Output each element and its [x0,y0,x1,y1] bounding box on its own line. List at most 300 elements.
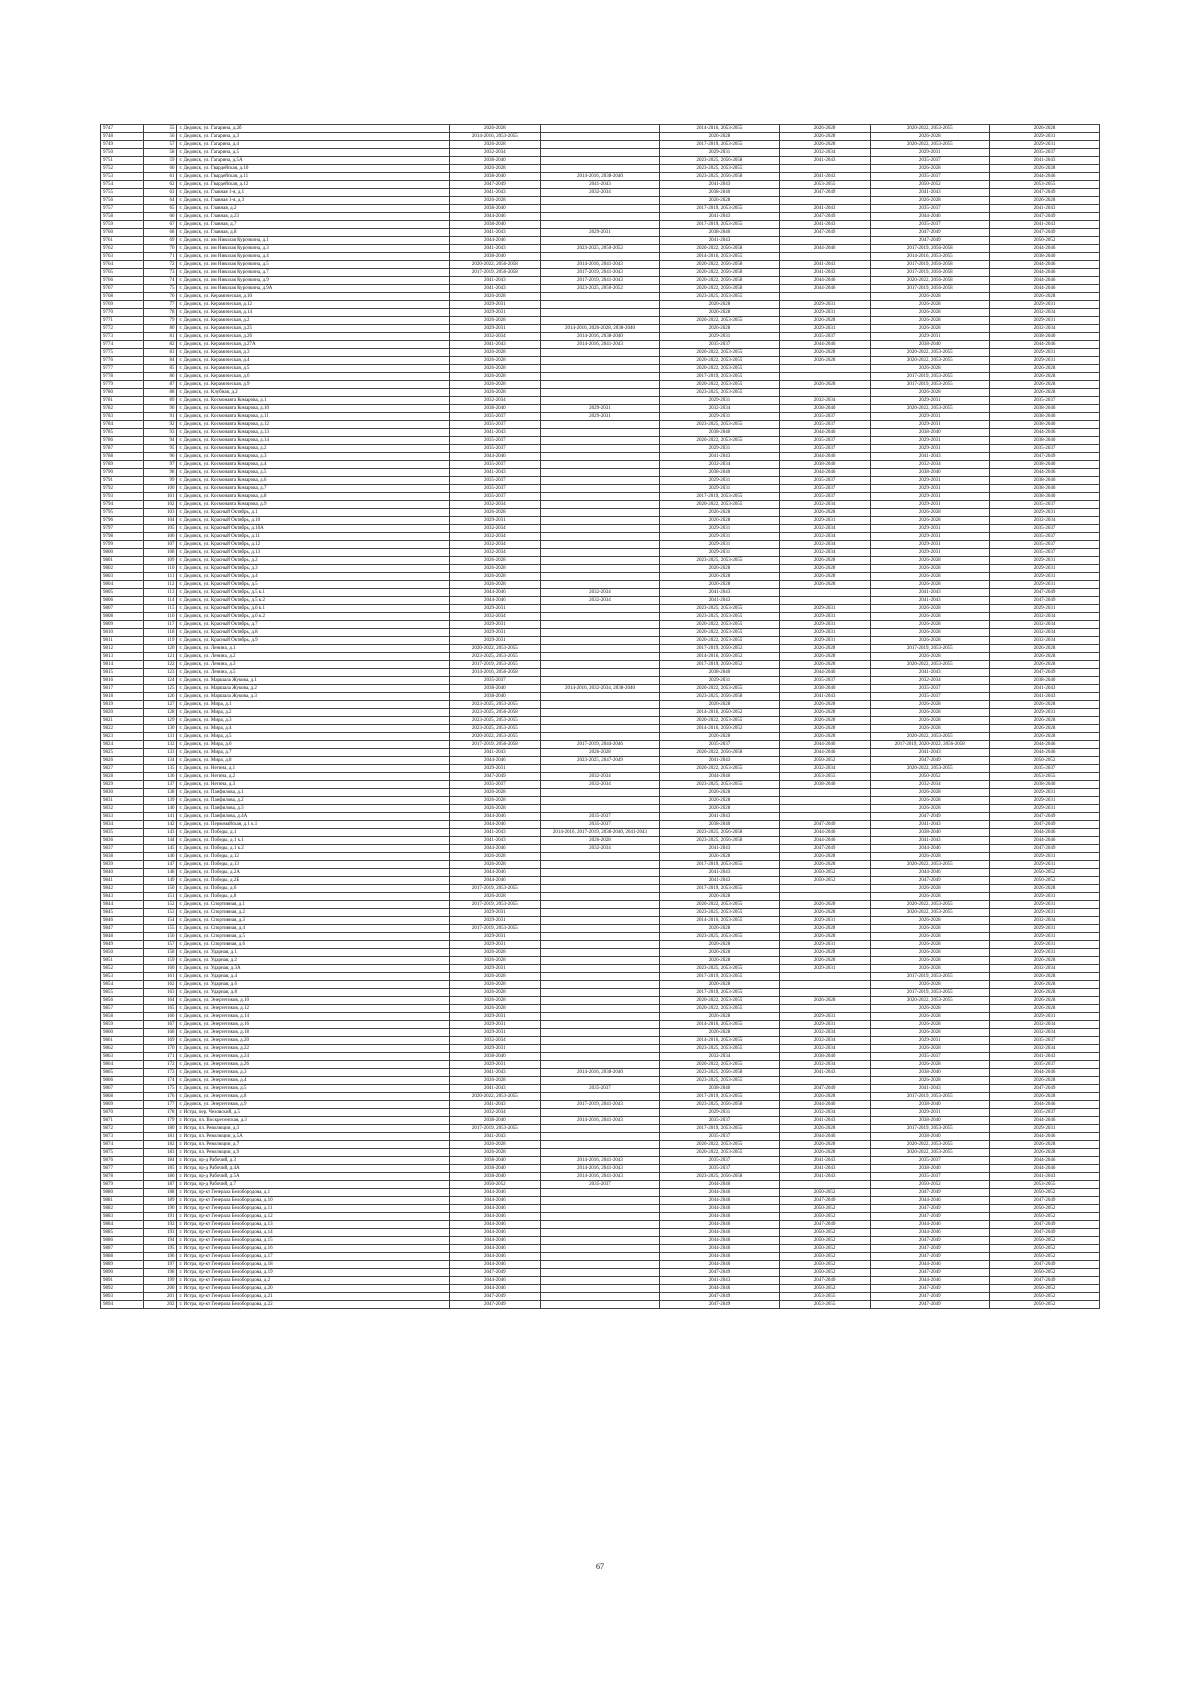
record-id-cell: 9878 [101,1173,144,1181]
row-number-cell: 94 [144,437,177,445]
period-4-cell: 2026-2028 [779,509,870,517]
period-5-cell: 2017-2019, 2056-2058 [870,269,989,277]
table-row [101,341,1100,349]
period-3-cell: 2029-2031 [660,533,779,541]
row-number-cell: 118 [144,629,177,637]
record-id-cell: 9813 [101,653,144,661]
period-4-cell: 2050-2052 [779,877,870,885]
period-6-cell: 2032-2034 [990,517,1100,525]
record-id-cell: 9865 [101,1069,144,1077]
period-4-cell: 2032-2034 [779,1037,870,1045]
period-1-cell: 2026-2028 [449,357,540,365]
period-5-cell: 2026-2028 [870,949,989,957]
period-1-cell: 2017-2019, 2056-2058 [449,741,540,749]
period-1-cell: 2026-2028 [449,989,540,997]
period-4-cell: 2038-2040 [779,405,870,413]
row-number-cell: 166 [144,1013,177,1021]
record-id-cell: 9827 [101,765,144,773]
table-row [101,989,1100,997]
address-cell: г. Дедовск, ул. Керамическая, д.26 [177,333,449,341]
period-5-cell: 2035-2037 [870,205,989,213]
period-5-cell: 2026-2028 [870,1045,989,1053]
table-row [101,485,1100,493]
record-id-cell: 9769 [101,301,144,309]
table-row [101,1149,1100,1157]
period-4-cell [779,981,870,989]
record-id-cell: 9848 [101,933,144,941]
period-2-cell: 2014-2016, 2026-2028, 2038-2040 [540,325,659,333]
period-1-cell: 2023-2025, 2053-2055 [449,653,540,661]
period-3-cell: 2041-2043 [660,1277,779,1285]
record-id-cell: 9795 [101,509,144,517]
period-3-cell: 2038-2040 [660,669,779,677]
period-6-cell: 2032-2034 [990,637,1100,645]
period-6-cell: 2041-2043 [990,1053,1100,1061]
period-5-cell: 2029-2031 [870,493,989,501]
period-2-cell [540,157,659,165]
period-3-cell: 2017-2019, 2053-2055 [660,1093,779,1101]
table-row [101,437,1100,445]
period-3-cell: 2014-2016, 2050-2052 [660,709,779,717]
period-2-cell [540,1109,659,1117]
table-row [101,477,1100,485]
row-number-cell: 178 [144,1109,177,1117]
period-5-cell: 2029-2031 [870,525,989,533]
period-2-cell [540,1197,659,1205]
period-4-cell [779,989,870,997]
table-row [101,749,1100,757]
record-id-cell: 9790 [101,469,144,477]
record-id-cell: 9860 [101,1029,144,1037]
period-2-cell: 2014-2016, 2038-2040 [540,1069,659,1077]
period-2-cell [540,965,659,973]
period-6-cell: 2044-2046 [990,341,1100,349]
period-3-cell: 2026-2028 [660,797,779,805]
period-5-cell: 2029-2031 [870,413,989,421]
period-5-cell: 2047-2049 [870,1285,989,1293]
period-3-cell: 2026-2028 [660,805,779,813]
period-1-cell: 2035-2037 [449,677,540,685]
table-row [101,413,1100,421]
table-row [101,1165,1100,1173]
record-id-cell: 9816 [101,677,144,685]
period-2-cell [540,861,659,869]
period-4-cell: 2026-2028 [779,1149,870,1157]
period-5-cell: 2026-2028 [870,365,989,373]
period-1-cell: 2044-2046 [449,845,540,853]
period-1-cell: 2038-2040 [449,157,540,165]
address-cell: г. Дедовск, ул. Ударная, д.4 [177,973,449,981]
period-5-cell: 2029-2031 [870,397,989,405]
period-2-cell: 2014-2016, 2041-2043 [540,261,659,269]
period-1-cell: 2032-2034 [449,549,540,557]
table-row [101,925,1100,933]
period-6-cell: 2026-2028 [990,973,1100,981]
period-1-cell: 2038-2040 [449,221,540,229]
period-6-cell: 2029-2031 [990,349,1100,357]
record-id-cell: 9866 [101,1077,144,1085]
period-2-cell [540,1037,659,1045]
address-cell: г. Дедовск, ул. Спортивная, д.1 [177,901,449,909]
address-cell: г. Истра, пер. Чеховский, д.5 [177,1109,449,1117]
period-4-cell: 2026-2028 [779,949,870,957]
period-5-cell: 2050-2052 [870,773,989,781]
period-5-cell: 2026-2028 [870,509,989,517]
table-row [101,181,1100,189]
period-6-cell: 2029-2031 [990,573,1100,581]
period-4-cell: 2026-2028 [779,901,870,909]
period-3-cell: 2017-2019, 2050-2052 [660,645,779,653]
period-3-cell: 2020-2022, 2053-2055 [660,717,779,725]
table-row [101,301,1100,309]
record-id-cell: 9877 [101,1165,144,1173]
period-5-cell: 2026-2028 [870,925,989,933]
period-4-cell: 2050-2052 [779,1213,870,1221]
table-row [101,1293,1100,1301]
period-6-cell: 2029-2031 [990,709,1100,717]
period-4-cell: 2050-2052 [779,1229,870,1237]
period-1-cell: 2041-2043 [449,1101,540,1109]
row-number-cell: 156 [144,933,177,941]
address-cell: г. Дедовск, ул. Мира, д.2 [177,709,449,717]
table-row [101,1157,1100,1165]
period-1-cell: 2026-2028 [449,957,540,965]
period-4-cell: 2047-2049 [779,1277,870,1285]
period-4-cell [779,797,870,805]
period-6-cell: 2044-2046 [990,749,1100,757]
period-4-cell: 2026-2028 [779,933,870,941]
record-id-cell: 9818 [101,693,144,701]
period-3-cell: 2035-2037 [660,1133,779,1141]
period-6-cell: 2032-2034 [990,309,1100,317]
period-5-cell: 2017-2019, 2056-2058 [870,285,989,293]
address-cell: г. Дедовск, ул. Энергетиков, д.24 [177,1053,449,1061]
address-cell: г. Истра, пр-кт Генерала Белобородова, д.12 [177,1213,449,1221]
record-id-cell: 9748 [101,133,144,141]
table-row [101,957,1100,965]
period-4-cell: 2047-2049 [779,1221,870,1229]
table-row [101,1069,1100,1077]
address-cell: г. Дедовск, ул. Победы, д.6 [177,885,449,893]
record-id-cell: 9787 [101,445,144,453]
period-5-cell: 2035-2037 [870,173,989,181]
record-id-cell: 9756 [101,197,144,205]
address-cell: г. Дедовск, ул. Керамическая, д.3 [177,349,449,357]
address-cell: г. Дедовск, ул. Главная, д.8 [177,229,449,237]
period-1-cell: 2041-2043 [449,429,540,437]
row-number-cell: 153 [144,909,177,917]
table-row [101,829,1100,837]
period-1-cell: 2023-2025, 2056-2058 [449,709,540,717]
record-id-cell: 9856 [101,997,144,1005]
row-number-cell: 134 [144,757,177,765]
period-6-cell: 2038-2040 [990,253,1100,261]
row-number-cell: 88 [144,389,177,397]
period-1-cell: 2032-2034 [449,1109,540,1117]
row-number-cell: 111 [144,573,177,581]
row-number-cell: 176 [144,1093,177,1101]
table-row [101,173,1100,181]
address-cell: г. Истра, пр-кт Генерала Белобородова, д.2 [177,1277,449,1285]
address-cell: г. Дедовск, ул. Главная, д.23 [177,213,449,221]
table-row [101,525,1100,533]
period-5-cell: 2029-2031 [870,549,989,557]
address-cell: г. Дедовск, ул. Керамическая, д.14 [177,309,449,317]
period-1-cell: 2032-2034 [449,541,540,549]
record-id-cell: 9869 [101,1101,144,1109]
period-1-cell: 2026-2028 [449,581,540,589]
address-cell: г. Дедовск, ул. Энергетиков, д.20 [177,1037,449,1045]
period-3-cell: 2020-2022, 2053-2055 [660,1141,779,1149]
record-id-cell: 9767 [101,285,144,293]
table-row [101,1085,1100,1093]
address-cell: г. Дедовск, ул. Космонавта Комарова, д.3 [177,453,449,461]
period-4-cell: 2035-2037 [779,477,870,485]
period-6-cell: 2041-2043 [990,221,1100,229]
period-2-cell [540,125,659,133]
period-4-cell: 2026-2028 [779,557,870,565]
period-6-cell: 2041-2043 [990,157,1100,165]
table-row [101,1061,1100,1069]
table-row [101,733,1100,741]
period-5-cell: 2014-2016, 2053-2055 [870,253,989,261]
table-row [101,565,1100,573]
period-2-cell [540,925,659,933]
period-1-cell: 2044-2046 [449,1189,540,1197]
row-number-cell: 182 [144,1141,177,1149]
table-row [101,941,1100,949]
period-2-cell [540,309,659,317]
period-3-cell: 2017-2019, 2053-2055 [660,373,779,381]
table-row [101,1221,1100,1229]
period-5-cell: 2026-2028 [870,701,989,709]
record-id-cell: 9763 [101,253,144,261]
period-4-cell: 2029-2031 [779,325,870,333]
row-number-cell: 141 [144,813,177,821]
period-5-cell: 2020-2022, 2053-2055 [870,405,989,413]
period-5-cell: 2026-2028 [870,893,989,901]
period-3-cell: 2029-2031 [660,485,779,493]
period-5-cell: 2047-2049 [870,1245,989,1253]
address-cell: г. Дедовск, ул. Красный Октябрь, д.5 [177,581,449,589]
period-6-cell: 2050-2052 [990,1237,1100,1245]
period-3-cell: 2038-2040 [660,1085,779,1093]
period-6-cell: 2029-2031 [990,933,1100,941]
period-4-cell: 2029-2031 [779,917,870,925]
period-6-cell: 2044-2046 [990,261,1100,269]
address-cell: г. Дедовск, ул. им Николая Курочкина, д.4 [177,253,449,261]
period-6-cell: 2047-2049 [990,453,1100,461]
period-5-cell: 2017-2019, 2053-2055 [870,381,989,389]
address-cell: г. Дедовск, ул. Гвардейская, д.12 [177,181,449,189]
period-5-cell: 2026-2028 [870,301,989,309]
period-3-cell: 2020-2022, 2053-2055 [660,349,779,357]
record-id-cell: 9772 [101,325,144,333]
table-row [101,637,1100,645]
row-number-cell: 152 [144,901,177,909]
period-6-cell: 2047-2049 [990,1085,1100,1093]
period-3-cell: 2023-2025, 2056-2058 [660,1101,779,1109]
period-5-cell: 2026-2028 [870,389,989,397]
record-id-cell: 9778 [101,373,144,381]
period-3-cell: 2020-2022, 2053-2055 [660,437,779,445]
period-6-cell: 2026-2028 [990,1077,1100,1085]
period-3-cell: 2026-2028 [660,981,779,989]
period-2-cell [540,349,659,357]
period-5-cell: 2041-2043 [870,453,989,461]
period-2-cell [540,621,659,629]
period-5-cell: 2020-2022, 2053-2055 [870,349,989,357]
period-5-cell: 2041-2043 [870,837,989,845]
period-3-cell: 2026-2028 [660,1029,779,1037]
period-4-cell: 2035-2037 [779,421,870,429]
period-1-cell: 2035-2037 [449,477,540,485]
record-id-cell: 9750 [101,149,144,157]
address-cell: г. Истра, пр-кт Генерала Белобородова, д.1 [177,1189,449,1197]
row-number-cell: 69 [144,237,177,245]
address-cell: г. Дедовск, ул. им Николая Курочкина, д.9 [177,277,449,285]
period-1-cell: 2014-2016, 2056-2058 [449,669,540,677]
period-1-cell: 2032-2034 [449,1037,540,1045]
address-cell: г. Дедовск, ул. Маршала Жукова, д.1 [177,677,449,685]
period-2-cell [540,1237,659,1245]
period-5-cell: 2020-2022, 2053-2055 [870,141,989,149]
address-cell: г. Дедовск, ул. Победы, д.1 [177,829,449,837]
period-2-cell: 2035-2037 [540,821,659,829]
period-5-cell: 2026-2028 [870,165,989,173]
period-4-cell: 2029-2031 [779,1013,870,1021]
period-5-cell: 2026-2028 [870,709,989,717]
period-3-cell: 2041-2043 [660,213,779,221]
period-4-cell: 2026-2028 [779,125,870,133]
period-5-cell: 2026-2028 [870,653,989,661]
record-id-cell: 9859 [101,1021,144,1029]
period-2-cell [540,957,659,965]
period-4-cell: 2047-2049 [779,229,870,237]
table-row [101,285,1100,293]
record-id-cell: 9783 [101,413,144,421]
period-3-cell: 2044-2046 [660,1221,779,1229]
period-5-cell: 2047-2049 [870,1269,989,1277]
period-2-cell [540,357,659,365]
period-6-cell: 2032-2034 [990,1021,1100,1029]
period-6-cell: 2026-2028 [990,701,1100,709]
period-4-cell [779,1181,870,1189]
period-3-cell: 2029-2031 [660,149,779,157]
period-4-cell: 2032-2034 [779,1029,870,1037]
row-number-cell: 137 [144,781,177,789]
period-1-cell: 2023-2025, 2053-2055 [449,717,540,725]
record-id-cell: 9844 [101,901,144,909]
period-4-cell: 2026-2028 [779,861,870,869]
period-4-cell: 2026-2028 [779,381,870,389]
period-2-cell [540,981,659,989]
table-row [101,149,1100,157]
period-2-cell [540,733,659,741]
address-cell: г. Дедовск, ул. Ударная, д.8 [177,989,449,997]
period-1-cell: 2020-2022, 2053-2055 [449,733,540,741]
table-row [101,557,1100,565]
period-5-cell: 2017-2019, 2020-2022, 2056-2058 [870,741,989,749]
period-1-cell: 2041-2043 [449,1133,540,1141]
period-4-cell: 2050-2052 [779,1245,870,1253]
period-2-cell [540,237,659,245]
period-6-cell: 2038-2040 [990,781,1100,789]
address-cell: г. Дедовск, ул. Космонавта Комарова, д.12 [177,421,449,429]
period-2-cell: 2014-2016, 2041-2043 [540,1157,659,1165]
row-number-cell: 142 [144,821,177,829]
row-number-cell: 61 [144,173,177,181]
record-id-cell: 9870 [101,1109,144,1117]
record-id-cell: 9825 [101,749,144,757]
period-2-cell [540,973,659,981]
period-4-cell: 2044-2046 [779,469,870,477]
period-6-cell: 2029-2031 [990,941,1100,949]
period-1-cell: 2038-2040 [449,173,540,181]
period-2-cell [540,541,659,549]
table-row [101,877,1100,885]
period-1-cell: 2026-2028 [449,797,540,805]
table-body [101,125,1100,1309]
period-4-cell: 2053-2055 [779,1293,870,1301]
table-row [101,317,1100,325]
record-id-cell: 9802 [101,565,144,573]
table-row [101,621,1100,629]
table-row [101,189,1100,197]
period-4-cell [779,197,870,205]
period-5-cell: 2032-2034 [870,781,989,789]
table-row [101,701,1100,709]
row-number-cell: 179 [144,1117,177,1125]
period-4-cell: 2026-2028 [779,997,870,1005]
record-id-cell: 9847 [101,925,144,933]
period-2-cell: 2014-2016, 2038-2040 [540,333,659,341]
period-2-cell [540,1149,659,1157]
record-id-cell: 9755 [101,189,144,197]
period-3-cell: 2023-2025, 2053-2055 [660,1045,779,1053]
period-4-cell: 2026-2028 [779,317,870,325]
table-row [101,197,1100,205]
period-6-cell: 2044-2046 [990,1069,1100,1077]
table-row [101,1013,1100,1021]
address-cell: г. Дедовск, ул. Красный Октябрь, д.8 [177,629,449,637]
address-cell: г. Дедовск, ул. Главная, д.2 [177,205,449,213]
period-6-cell: 2032-2034 [990,965,1100,973]
record-id-cell: 9822 [101,725,144,733]
row-number-cell: 190 [144,1205,177,1213]
period-3-cell: 2020-2022, 2053-2055 [660,1005,779,1013]
table-row [101,861,1100,869]
period-5-cell: 2044-2046 [870,213,989,221]
table-row [101,757,1100,765]
table-row [101,1117,1100,1125]
period-5-cell: 2020-2022, 2056-2058 [870,277,989,285]
period-3-cell: 2017-2019, 2053-2055 [660,1125,779,1133]
period-5-cell: 2026-2028 [870,581,989,589]
row-number-cell: 83 [144,349,177,357]
address-cell: г. Дедовск, ул. им Николая Курочкина, д.9А [177,285,449,293]
period-3-cell: 2014-2016, 2053-2055 [660,1021,779,1029]
period-4-cell: 2029-2031 [779,621,870,629]
row-number-cell: 112 [144,581,177,589]
table-row [101,581,1100,589]
period-6-cell: 2050-2052 [990,1293,1100,1301]
address-cell: г. Дедовск, ул. Победы, д.8 [177,893,449,901]
address-cell: г. Дедовск, ул. Маршала Жукова, д.3 [177,693,449,701]
period-2-cell [540,445,659,453]
period-4-cell: 2026-2028 [779,1093,870,1101]
row-number-cell: 167 [144,1021,177,1029]
